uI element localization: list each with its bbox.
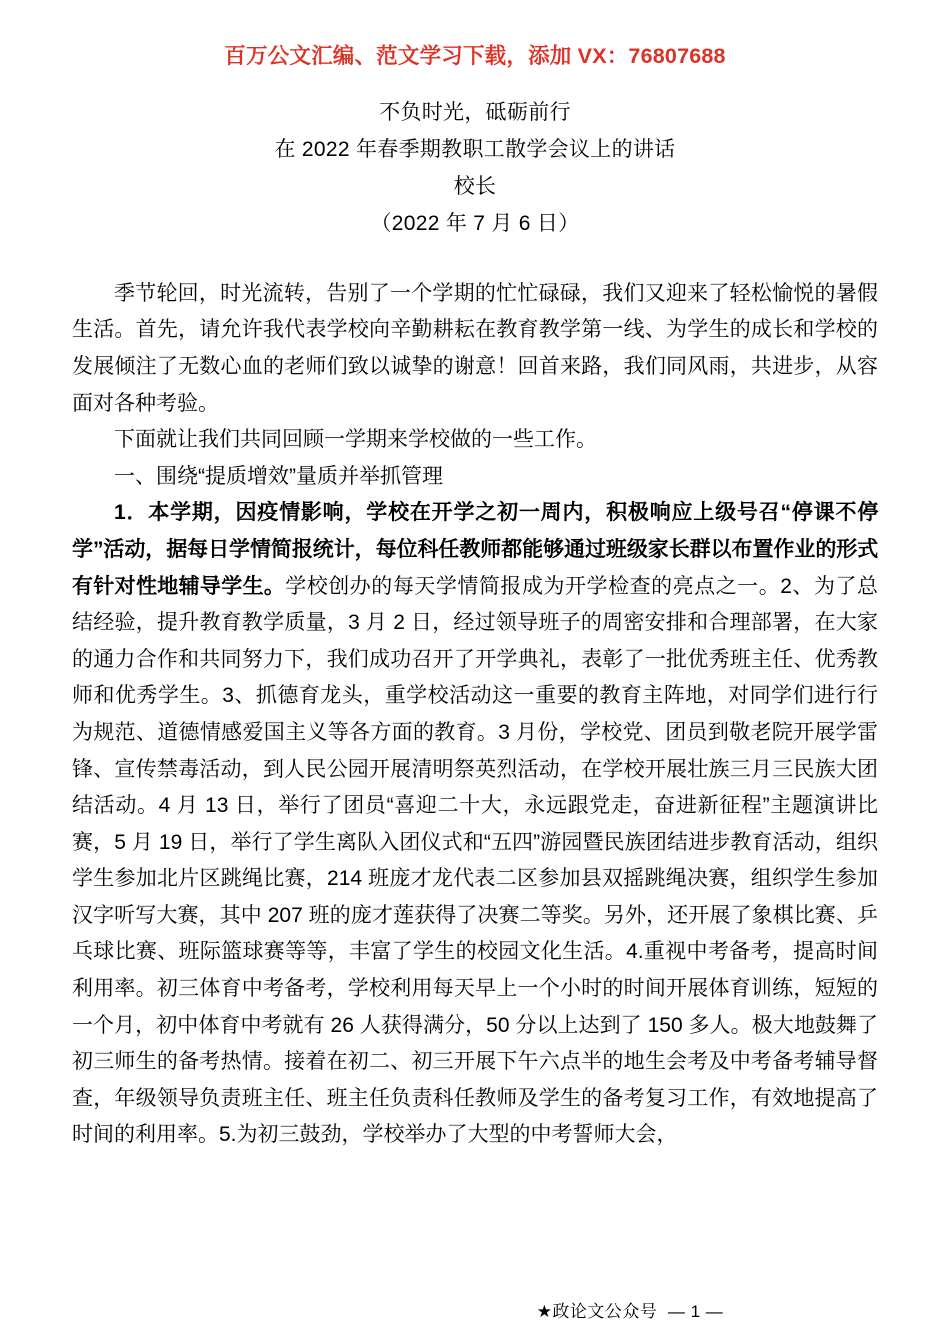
page-footer	[0, 1297, 950, 1322]
paragraph-item-one-rest: 学校创办的每天学情简报成为开学检查的亮点之一。2、为了总结经验，提升教育教学质量，3 月 2 日，经过领导班子的周密安排和合理部署，在大家的通力合作和共同努力下，我们成功召开了开学典礼，表彰了一批优秀班主任、优秀教师和优秀学生。3、抓德育龙头，重学校活动这一重要的教育主阵地，对同学们进行行为规范、道德情感爱国主义等各方面的教育。3 月份，学校党、团员到敬老院开展学雷锋、宣传禁毒活动，到人民公园开展清明祭英烈活动，在学校开展壮族三月三民族大团结活动。4 月 13 日，举行了团员“喜迎二十大，永远跟党走，奋进新征程”主题演讲比赛，5 月 19 日，举行了学生离队入团仪式和“五四”游园暨民族团结进步教育活动，组织学生参加北片区跳绳比赛，214 班庞才龙代表二区参加县双摇跳绳决赛，组织学生参加汉字听写大赛，其中 207 班的庞才莲获得了决赛二等奖。另外，还开展了象棋比赛、乒乓球比赛、班际篮球赛等等，丰富了学生的校园文化生活。4.重视中考备考，提高时间利用率。初三体育中考备考，学校利用每天早上一个小时的时间开展体育训练，短短的一个月，初中体育中考就有 26 人获得满分，50 分以上达到了 150 多人。极大地鼓舞了初三师生的备考热情。接着在初二、初三开展下午六点半的地生会考及中考备考辅导督查，年级领导负责班主任、班主任负责科任教师及学生的备考复习工作，有效地提高了时间的利用率。5.为初三鼓劲，学校举办了大型的中考誓师大会，	[72, 574, 878, 1147]
document-speaker: 校长	[453, 174, 497, 198]
footer-watermark: ★政论文公众号	[536, 1302, 658, 1321]
promo-banner: 百万公文汇编、范文学习下载，添加 VX：76807688	[224, 44, 726, 68]
paragraph-item-one	[72, 495, 878, 1154]
page-number: — 1 —	[667, 1302, 724, 1321]
document-date: （2022 年 7 月 6 日）	[370, 211, 580, 235]
paragraph-transition: 下面就让我们共同回顾一学期来学校做的一些工作。	[114, 428, 597, 452]
paragraph-opening: 季节轮回，时光流转，告别了一个学期的忙忙碌碌，我们又迎来了轻松愉悦的暑假生活。首先，请允许我代表学校向辛勤耕耘在教育教学第一线、为学生的成长和学校的发展倾注了无数心血的老师们致以诚挚的谢意！回首来路，我们同风雨，共进步，从容面对各种考验。	[72, 281, 878, 415]
paragraph-item-one-bold: 1．本学期，因疫情影响，学校在开学之初一周内，积极响应上级号召“停课不停学”活动，据每日学情简报统计，每位科任教师都能够通过班级家长群以布置作业的形式有针对性地辅导学生。	[72, 501, 878, 598]
document-subtitle: 在 2022 年春季期教职工散学会议上的讲话	[274, 137, 676, 161]
title-block	[0, 94, 950, 242]
section-heading-one: 一、围绕“提质增效”量质并举抓管理	[114, 464, 443, 488]
document-body	[72, 276, 878, 1154]
footer-inner	[537, 1297, 724, 1322]
document-title: 不负时光，砥砺前行	[379, 100, 571, 124]
